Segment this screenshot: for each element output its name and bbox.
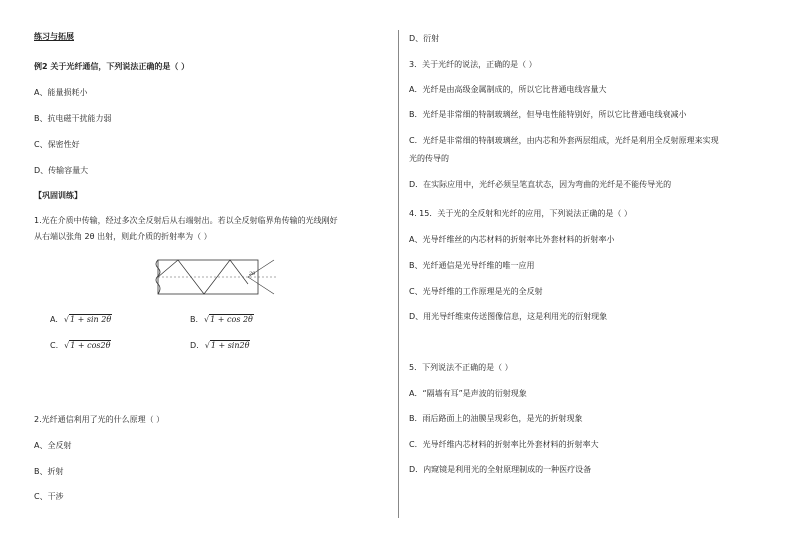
example-option-a: A、能量损耗小	[34, 88, 88, 97]
q1-option-c-expr: 1 + cos2θ	[70, 341, 111, 350]
q3-option-a: A．光纤是由高级金属制成的，所以它比普通电线容量大	[409, 85, 607, 94]
q5-option-d: D．内窥镜是利用光的全射原理制成的一种医疗设备	[409, 465, 592, 474]
example-question-stem: 例2 关于光纤通信，下列说法正确的是（ ）	[34, 62, 190, 71]
fiber-diagram	[150, 254, 280, 300]
angle-label: 2θ	[249, 271, 256, 277]
sqrt-sign: √	[204, 315, 210, 324]
q1-stem-line2: 从右端以张角 2θ 出射，则此介质的折射率为（ ）	[34, 232, 212, 241]
sqrt-sign: √	[204, 341, 210, 350]
q2-option-b: B、折射	[34, 467, 64, 476]
q1-option-b-letter: B.	[190, 315, 199, 324]
q1-stem-line1: 1.光在介质中传输，经过多次全反射后从右端射出。若以全反射临界角传输的光线刚好	[34, 216, 338, 225]
q1-option-d-expr: 1 + sin2θ	[210, 341, 250, 350]
q4-option-b: B、光纤通信是光导纤维的唯一应用	[409, 261, 535, 270]
q3-stem: 3．关于光纤的说法，正确的是（ ）	[409, 60, 537, 69]
q3-option-c-cont: 光的传导的	[409, 154, 449, 163]
q2-option-c: C、干涉	[34, 492, 64, 501]
section-title: 练习与拓展	[34, 32, 74, 41]
q3-option-c: C．光纤是非常细的特制玻璃丝，由内芯和外套两层组成，光纤是利用全反射原理来实现	[409, 136, 719, 145]
q1-option-b	[190, 314, 254, 325]
q1-option-d-letter: D.	[190, 341, 199, 350]
q5-option-c: C．光导纤维内芯材料的折射率比外套材料的折射率大	[409, 440, 599, 449]
q4-option-d: D、用光导纤维束传送图像信息，这是利用光的衍射现象	[409, 312, 608, 321]
q1-option-b-expr: 1 + cos 2θ	[210, 315, 253, 324]
q1-option-a	[50, 314, 112, 325]
q4-option-c: C、光导纤维的工作原理是光的全反射	[409, 287, 543, 296]
q5-option-b: B．雨后路面上的油膜呈现彩色，是光的折射现象	[409, 414, 583, 423]
q4-option-a: A、光导纤维丝的内芯材料的折射率比外套材料的折射率小	[409, 235, 615, 244]
sqrt-sign: √	[64, 341, 70, 350]
q1-option-c-letter: C.	[50, 341, 59, 350]
sqrt-sign: √	[63, 315, 69, 324]
q1-option-c	[50, 340, 111, 351]
column-divider	[398, 30, 399, 518]
q1-option-a-expr: 1 + sin 2θ	[69, 315, 112, 324]
q1-option-d	[190, 340, 250, 351]
q1-option-a-letter: A.	[50, 315, 58, 324]
q2-stem: 2.光纤通信利用了光的什么原理（ ）	[34, 415, 165, 424]
example-option-b: B、抗电磁干扰能力弱	[34, 114, 112, 123]
consolidation-title: 【巩固训练】	[34, 191, 82, 200]
q2-option-d: D、衍射	[409, 34, 440, 43]
q3-option-d: D．在实际应用中，光纤必须呈笔直状态，因为弯曲的光纤是不能传导光的	[409, 180, 672, 189]
q5-option-a: A．“隔墙有耳”是声波的衍射现象	[409, 389, 527, 398]
q5-stem: 5．下列说法不正确的是（ ）	[409, 363, 513, 372]
example-option-d: D、传输容量大	[34, 166, 89, 175]
q2-option-a: A、全反射	[34, 441, 72, 450]
exit-ray-lower	[248, 277, 274, 294]
q4-stem: 4. 15．关于光的全反射和光纤的应用，下列说法正确的是（ ）	[409, 209, 632, 218]
example-option-c: C、保密性好	[34, 140, 80, 149]
q3-option-b: B．光纤是非常细的特制玻璃丝，但导电性能特别好，所以它比普通电线衰减小	[409, 110, 687, 119]
